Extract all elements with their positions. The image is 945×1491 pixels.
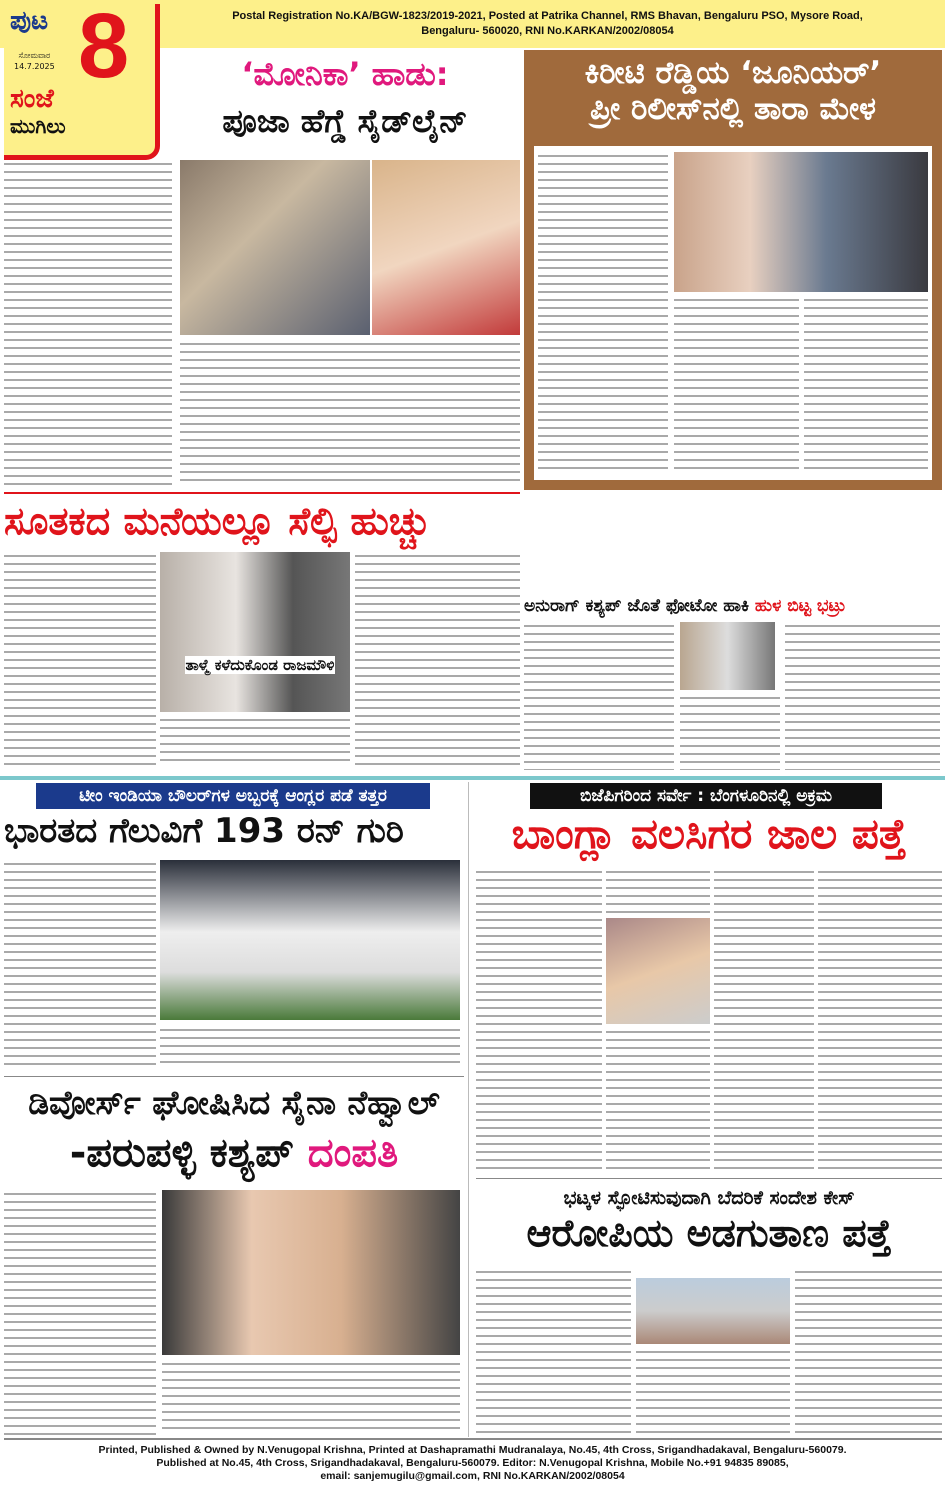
junior-headline-1: ಕಿರೀಟಿ ರೆಡ್ಡಿಯ ‘ಜೂನಿಯರ್’: [584, 55, 882, 91]
cricket-body-1: [4, 860, 156, 1065]
bangla-body-1: [476, 868, 602, 1173]
footer-divider: [4, 1438, 942, 1440]
junior-box: [524, 50, 942, 490]
bangla-headline: ಬಾಂಗ್ಲಾ ವಲಸಿಗರ ಜಾಲ ಪತ್ತೆ: [511, 809, 907, 858]
monica-body: [4, 160, 172, 485]
junior-photo: [674, 152, 928, 292]
saina-headline-2-text: -ಪರುಪಳ್ಳಿ ಕಶ್ಯಪ್: [69, 1130, 294, 1176]
anurag-headline-accent: ಹುಳ ಬಿಟ್ಟ ಭಟ್ರು: [754, 596, 846, 616]
rajamouli-caption: ತಾಳ್ಮೆ ಕಳೆದುಕೊಂಡ ರಾಜಮೌಳಿ: [185, 656, 335, 674]
saina-headline-1: ಡಿವೋರ್ಸ್ ಘೋಷಿಸಿದ ಸೈನಾ ನೆಹ್ವಾಲ್: [28, 1083, 440, 1122]
sutaka-body-3: [160, 716, 350, 766]
bangla-kicker: ಬಿಜೆಪಿಗರಿಂದ ಸರ್ವೇ : ಬೆಂಗಳೂರಿನಲ್ಲಿ ಅಕ್ರಮ: [530, 783, 882, 809]
imprint-footer: [0, 1444, 945, 1483]
bhatkal-headline: ಆರೋಪಿಯ ಅಡಗುತಾಣ ಪತ್ತೆ: [526, 1211, 892, 1255]
sutaka-body-1: [4, 552, 156, 767]
junior-headline-2: ಪ್ರೀ ರಿಲೀಸ್‌ನಲ್ಲಿ ತಾರಾ ಮೇಳ: [590, 90, 876, 127]
cricket-kicker: ಟೀಂ ಇಂಡಿಯಾ ಬೌಲರ್‌ಗಳ ಅಬ್ಬರಕ್ಕೆ ಆಂಗ್ಲರ ಪಡೆ ತತ್ತರ: [36, 783, 430, 809]
date: 14.7.2025: [14, 62, 55, 71]
sutaka-headline: ಸೂತಕದ ಮನೆಯಲ್ಲೂ ಸೆಲ್ಫಿ ಹುಚ್ಚು: [4, 499, 431, 543]
postal-line-1: Postal Registration No.KA/BGW-1823/2019-2021, Posted at Patrika Channel, RMS Bhavan, Bengaluru PSO, Mysore Road,: [232, 10, 863, 22]
saina-body-1: [4, 1190, 156, 1435]
day: ಸೋಮವಾರ: [18, 51, 51, 60]
anurag-headline: [524, 596, 942, 616]
bhatkal-body-2: [636, 1348, 790, 1435]
footer-line-3: email: sanjemugilu@gmail.com, RNI No.KARKAN/2002/08054: [320, 1470, 625, 1482]
cricket-headline: ಭಾರತದ ಗೆಲುವಿಗೆ 193 ರನ್ ಗುರಿ: [4, 811, 404, 851]
bhatkal-body-1: [476, 1268, 631, 1435]
divider: [476, 1178, 942, 1179]
anurag-headline-text: ಅನುರಾಗ್ ಕಶ್ಯಪ್ ಜೊತೆ ಫೋಟೋ ಹಾಕಿ: [524, 596, 749, 616]
footer-line-2: Published at No.45, 4th Cross, Srigandhadakaval, Bengaluru-560079. Editor: N.Venugopal Krishna, Mobile No.+91 94835 89085,: [156, 1457, 789, 1469]
bhatkal-photo: [636, 1278, 790, 1344]
bangla-body-3: [606, 1028, 710, 1173]
paper-name-2: ಮುಗಿಲು: [10, 114, 66, 138]
cricket-photo: [160, 860, 460, 1020]
monica-headline-2: ಪೂಜಾ ಹೆಗ್ಡೆ ಸೈಡ್‌ಲೈನ್: [222, 102, 468, 140]
paper-name-1: ಸಂಜೆ: [10, 84, 54, 114]
saina-headline-2: [4, 1130, 464, 1176]
cricket-body-2: [160, 1026, 460, 1066]
sutaka-body-2: [355, 552, 520, 767]
page-number: 8: [78, 0, 130, 97]
pooja-photo: [372, 160, 520, 335]
section-divider: [0, 776, 945, 780]
bangla-body-2: [606, 868, 710, 914]
footer-line-1: Printed, Published & Owned by N.Venugopal Krishna, Printed at Dashapramathi Mudranalaya, No.45, 4th Cross, Srigandhadakaval, Bengaluru-560079.: [98, 1444, 847, 1456]
monica-body-2: [180, 340, 520, 485]
issue-date: [14, 50, 55, 72]
divider: [4, 1076, 464, 1077]
junior-body-1: [538, 152, 668, 472]
bhatkal-kicker: ಭಟ್ಕಳ ಸ್ಫೋಟಿಸುವುದಾಗಿ ಬೆದರಿಕೆ ಸಂದೇಶ ಕೇಸ್: [563, 1187, 855, 1209]
bangla-body-4: [714, 868, 814, 1173]
junior-content: [534, 146, 932, 480]
anurag-body-1: [524, 622, 674, 770]
rajamouli-photo: [160, 552, 350, 712]
junior-body-3: [804, 296, 928, 472]
monica-photo-1: [180, 160, 370, 335]
column-divider: [468, 782, 469, 1437]
junior-body-2: [674, 296, 799, 472]
saina-photo: [162, 1190, 460, 1355]
bhatkal-body-3: [795, 1268, 942, 1435]
page-label: ಪುಟ: [10, 6, 49, 36]
saina-body-2: [162, 1360, 460, 1435]
divider: [4, 492, 520, 494]
saina-headline-accent: ದಂಪತಿ: [307, 1130, 399, 1176]
bangla-photo: [606, 918, 710, 1024]
monica-headline-1: ‘ಮೋನಿಕಾ’ ಹಾಡು:: [241, 55, 449, 93]
postal-line-2: Bengaluru- 560020, RNI No.KARKAN/2002/08054: [421, 25, 674, 37]
bangla-body-5: [818, 868, 942, 1173]
anurag-body-2: [680, 694, 780, 770]
anurag-body-3: [785, 622, 940, 770]
anurag-photo: [680, 622, 775, 690]
